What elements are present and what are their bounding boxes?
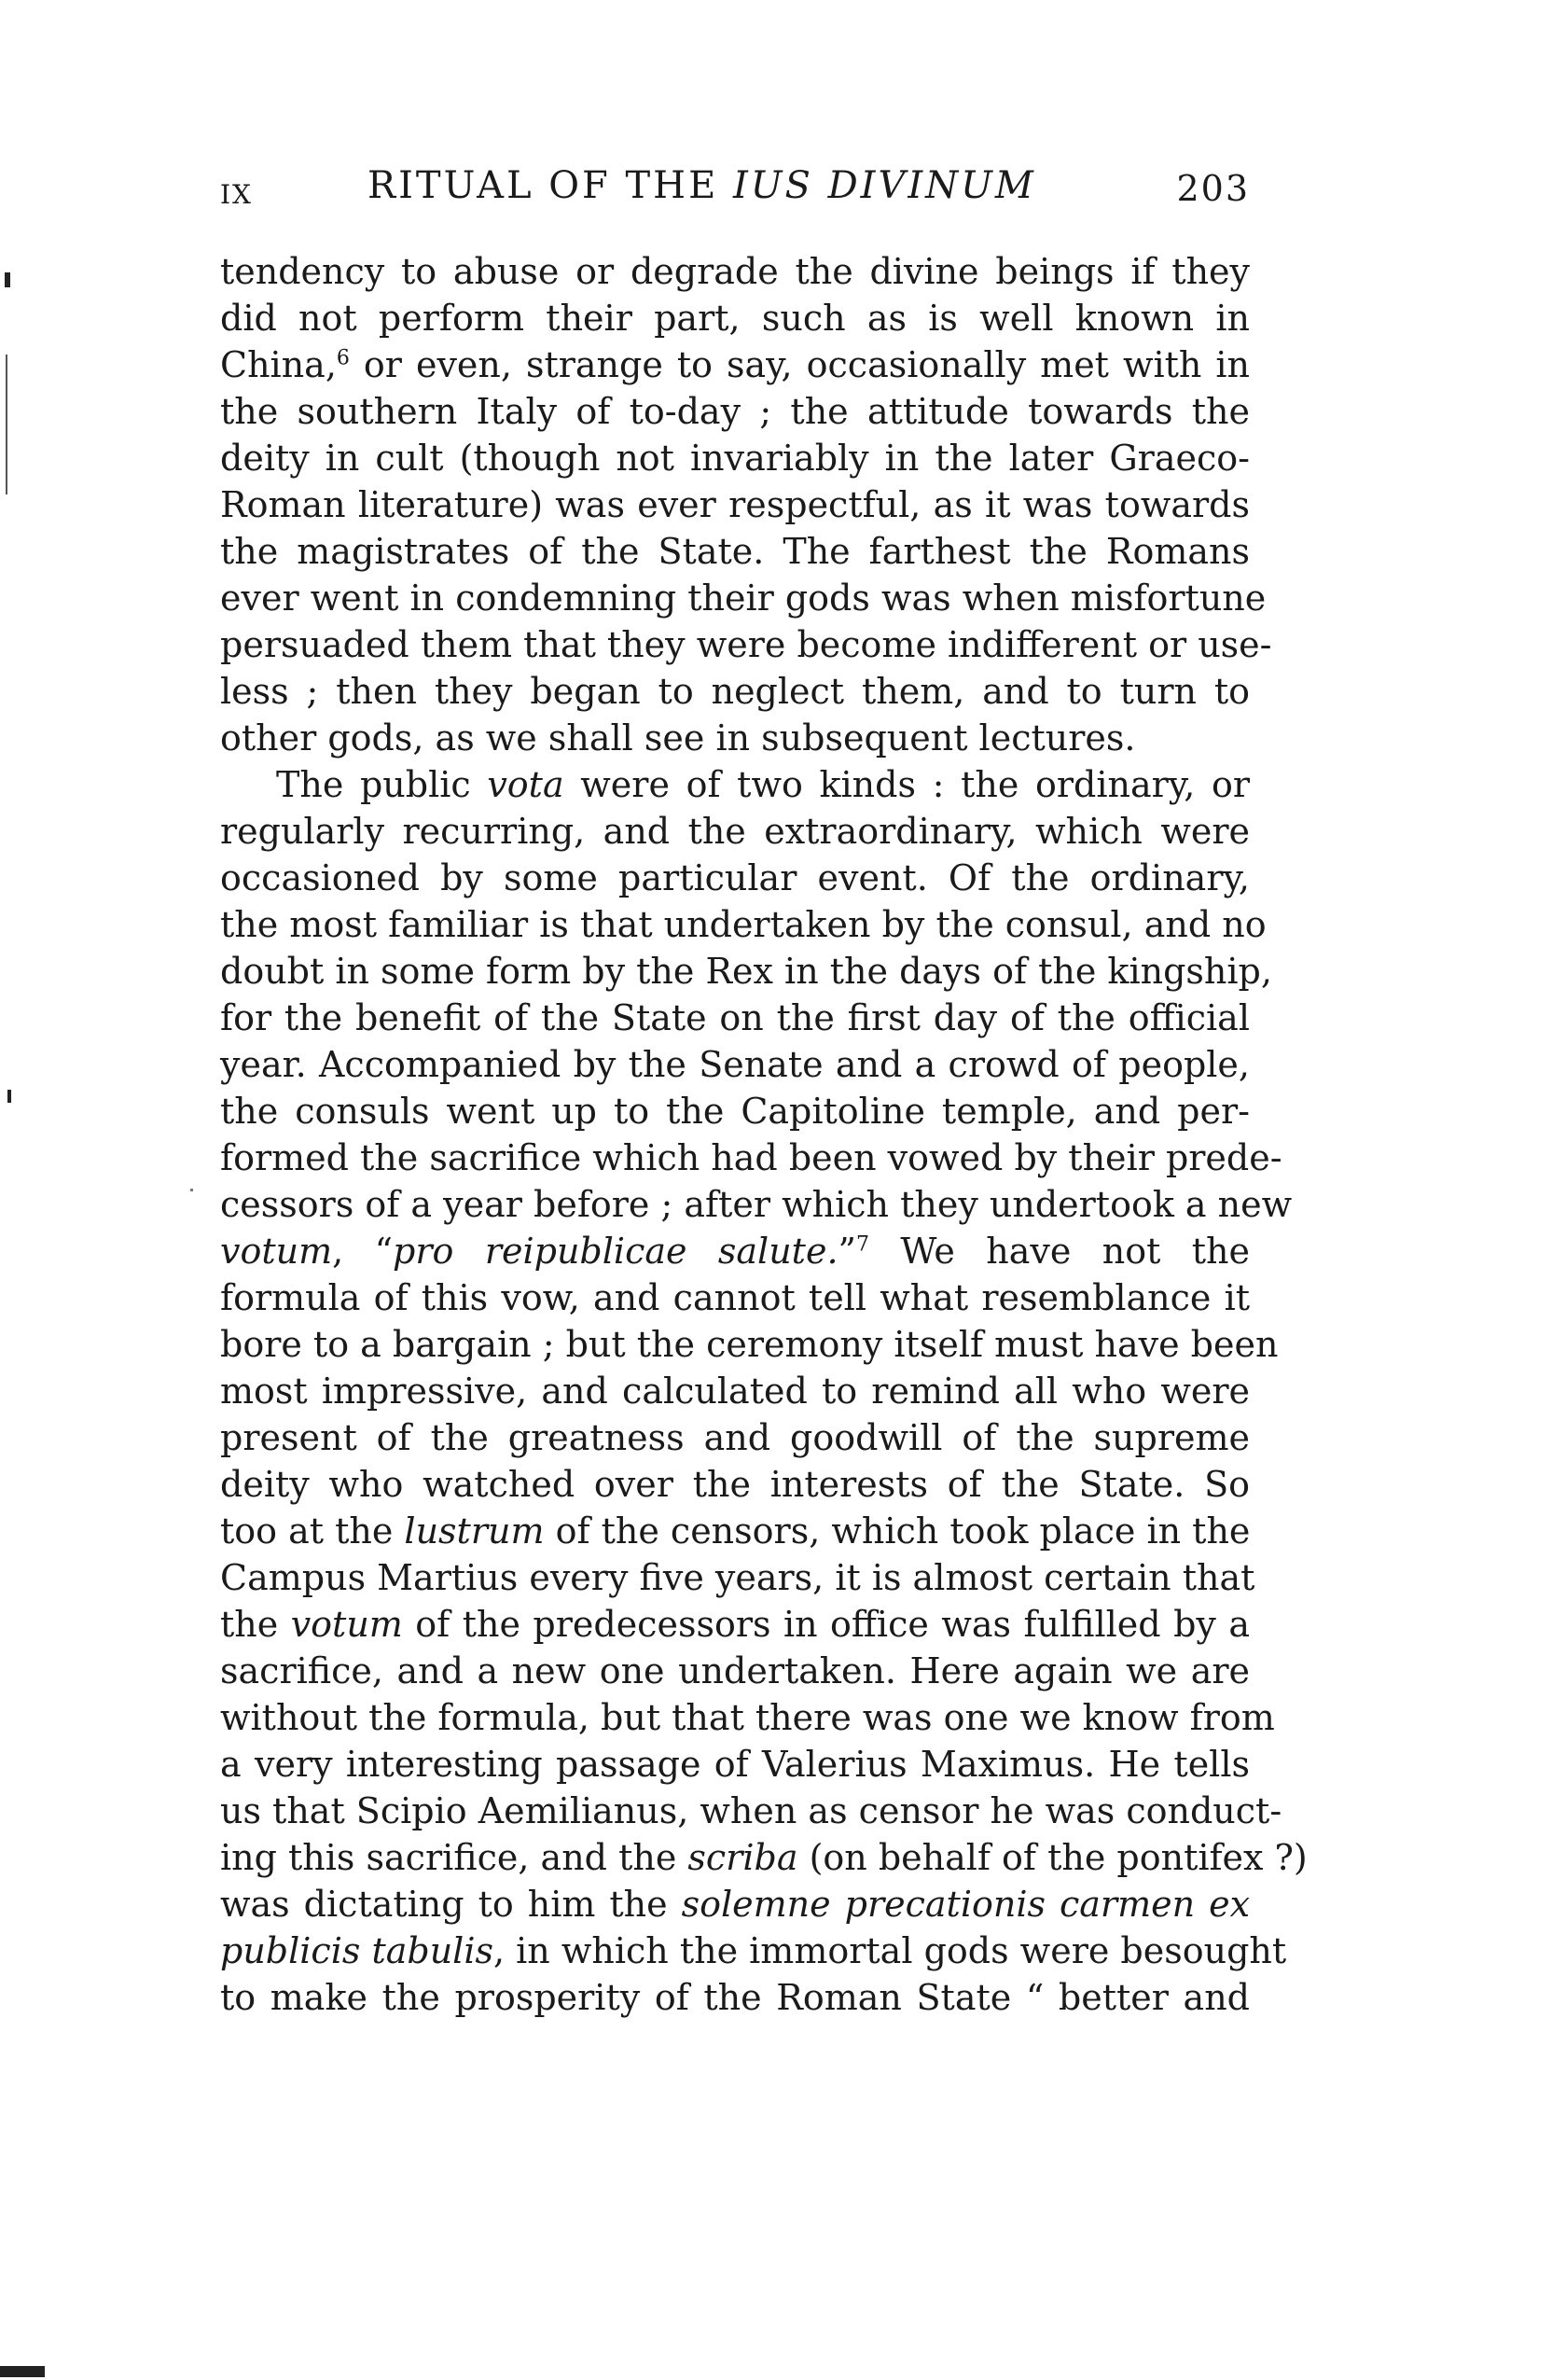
text-line: year. Accompanied by the Senate and a crowd of people, bbox=[220, 1044, 1250, 1085]
text-line: China,$^6$ or even, strange to say, occasionally met with in bbox=[220, 344, 1250, 385]
text-line: deity in cult (though not invariably in the later Graeco- bbox=[220, 438, 1250, 479]
text-line: cessors of a year before ; after which they undertook a new bbox=[220, 1184, 1293, 1225]
text-line: for the benefit of the State on the first day of the official bbox=[220, 997, 1250, 1038]
text-line: too at the lustrum of the censors, which took place in the bbox=[220, 1510, 1251, 1552]
text-line: the most familiar is that undertaken by the consul, and no bbox=[220, 904, 1267, 945]
text-line: present of the greatness and goodwill of the supreme bbox=[220, 1417, 1250, 1458]
text-line: other gods, as we shall see in subsequent lectures. bbox=[220, 717, 1136, 759]
footnote-ref: 7 bbox=[855, 1232, 869, 1257]
margin-dot bbox=[190, 1189, 193, 1191]
text-line: to make the prosperity of the Roman State “ better and bbox=[220, 1977, 1250, 2018]
text-line: the votum of the predecessors in office was fulfilled by a bbox=[220, 1604, 1250, 1645]
text-line: Roman literature) was ever respectful, as it was towards bbox=[220, 484, 1250, 525]
text-line: votum, “pro reipublicae salute.”$^7$ We have not the bbox=[220, 1231, 1251, 1272]
body-text bbox=[220, 248, 1308, 2021]
text-line: ing this sacrifice, and the scriba (on behalf of the pontifex ?) bbox=[220, 1837, 1308, 1878]
margin-rule bbox=[6, 355, 7, 494]
text-line: most impressive, and calculated to remind all who were bbox=[220, 1371, 1250, 1412]
scan-edge-mark bbox=[0, 2366, 45, 2377]
text-line: less ; then they began to neglect them, and to turn to bbox=[220, 671, 1250, 712]
text-line: formula of this vow, and cannot tell what resemblance it bbox=[220, 1277, 1250, 1318]
text-line: bore to a bargain ; but the ceremony itself must have been bbox=[220, 1324, 1279, 1365]
text-line: The public vota were of two kinds : the ordinary, or bbox=[276, 764, 1250, 805]
text-line: formed the sacrifice which had been vowed by their prede- bbox=[220, 1137, 1282, 1178]
text-line: publicis tabulis, in which the immortal gods were besought bbox=[220, 1930, 1287, 1971]
text-line: Campus Martius every five years, it is almost certain that bbox=[220, 1557, 1255, 1598]
text-line: a very interesting passage of Valerius Maximus. He tells bbox=[220, 1744, 1250, 1785]
margin-mark bbox=[5, 272, 10, 287]
running-title bbox=[367, 164, 1036, 207]
margin-mark bbox=[7, 1090, 11, 1103]
text-line: regularly recurring, and the extraordinary, which were bbox=[220, 811, 1250, 852]
text-line: deity who watched over the interests of the State. So bbox=[220, 1464, 1250, 1505]
text-line: ever went in condemning their gods was when misfortune bbox=[220, 578, 1267, 619]
text-line: the southern Italy of to-day ; the attitude towards the bbox=[220, 391, 1250, 432]
text-line: the magistrates of the State. The farthest the Romans bbox=[220, 531, 1250, 572]
running-head bbox=[220, 164, 1250, 220]
text-line: us that Scipio Aemilianus, when as censor he was conduct- bbox=[220, 1790, 1282, 1831]
running-title-text: RITUAL OF THE bbox=[367, 164, 719, 207]
text-line: occasioned by some particular event. Of the ordinary, bbox=[220, 857, 1250, 898]
footnote-ref: 6 bbox=[336, 346, 350, 370]
running-title-italic: IUS DIVINUM bbox=[732, 164, 1036, 207]
text-line: tendency to abuse or degrade the divine beings if they bbox=[220, 251, 1250, 292]
text-line: persuaded them that they were become indifferent or use- bbox=[220, 624, 1272, 665]
text-line: without the formula, but that there was one we know from bbox=[220, 1697, 1275, 1738]
chapter-number: IX bbox=[220, 179, 253, 210]
text-line: was dictating to him the solemne precationis carmen ex bbox=[220, 1884, 1250, 1925]
text-line: did not perform their part, such as is well known in bbox=[220, 298, 1250, 339]
text-line: sacrifice, and a new one undertaken. Here again we are bbox=[220, 1650, 1250, 1691]
text-line: the consuls went up to the Capitoline temple, and per- bbox=[220, 1091, 1250, 1132]
page-number: 203 bbox=[1176, 168, 1250, 209]
text-line: doubt in some form by the Rex in the days of the kingship, bbox=[220, 951, 1272, 992]
